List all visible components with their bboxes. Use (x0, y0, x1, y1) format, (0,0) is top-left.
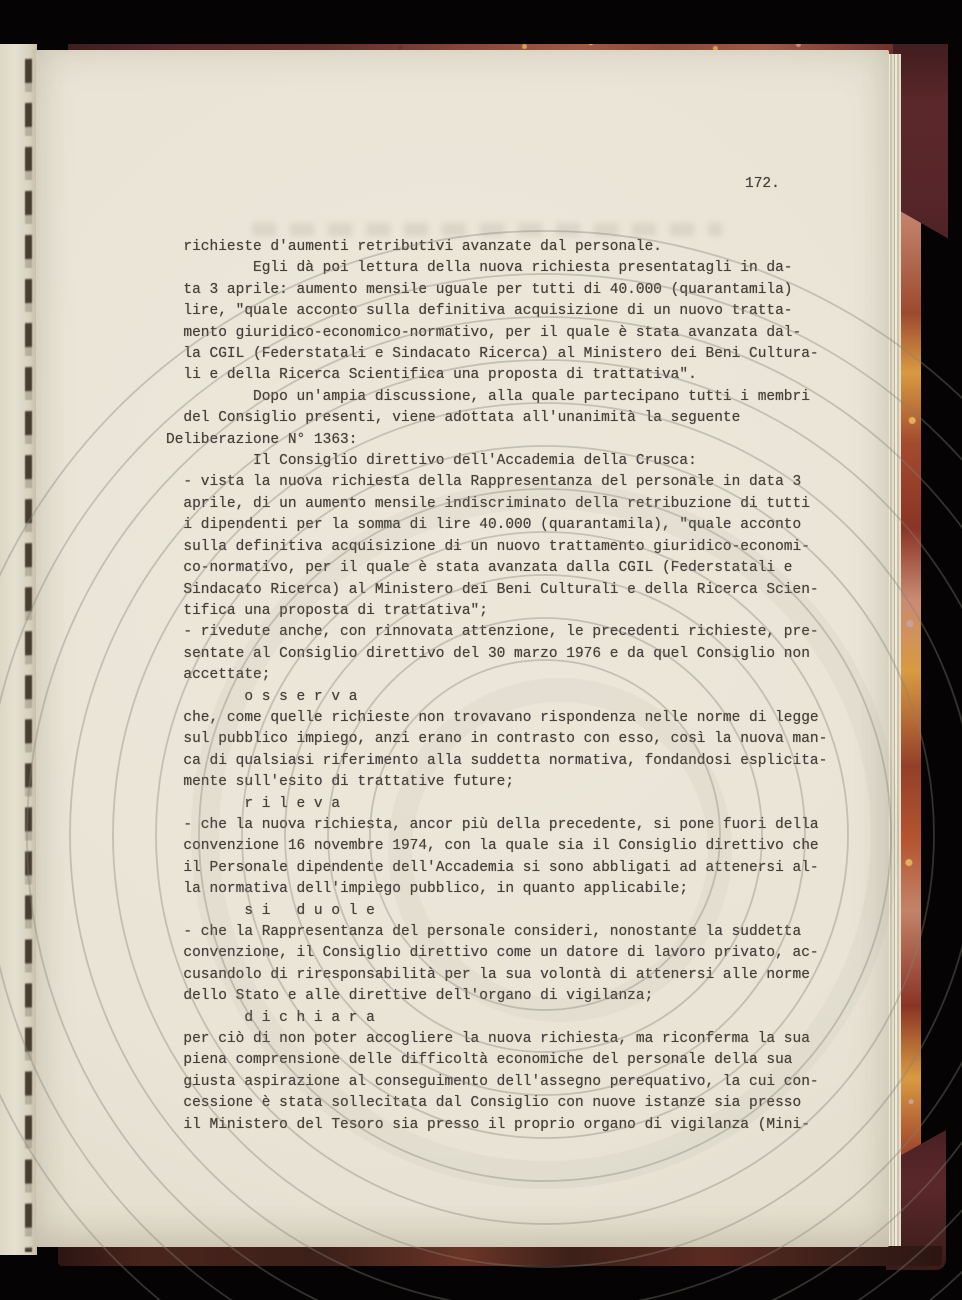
typescript-line: co-normativo, per il quale è stata avanzata dalla CGIL (Federstatali e (166, 560, 793, 577)
typescript-line: per ciò di non poter accogliere la nuova richiesta, ma riconferma la sua (166, 1031, 810, 1048)
typescript-line: del Consiglio presenti, viene adottata all'unanimità la seguente (166, 410, 741, 427)
typescript-line: Egli dà poi lettura della nuova richiesta presentatagli in da- (166, 260, 793, 277)
typescript-line: Il Consiglio direttivo dell'Accademia della Crusca: (166, 453, 697, 470)
typescript-line: r i l e v a (166, 795, 341, 812)
typescript-line: convenzione 16 novembre 1974, con la quale sia il Consiglio direttivo che (166, 838, 819, 855)
typescript-line: mento giuridico-economico-normativo, per il quale è stata avanzata dal- (166, 324, 802, 341)
page-stack-edge (888, 54, 901, 1246)
typescript-line: d i c h i a r a (166, 1009, 375, 1026)
typescript-line: - che la Rappresentanza del personale consideri, nonostante la suddetta (166, 924, 802, 940)
typescript-line: il Ministero del Tesoro sia presso il proprio organo di vigilanza (Mini- (166, 1116, 810, 1133)
typescript-line: che, come quelle richieste non trovavano rispondenza nelle norme di legge (166, 709, 819, 726)
typescript-line: ta 3 aprile: aumento mensile uguale per tutti di 40.000 (quarantamila) (166, 281, 793, 298)
typescript-line: mente sull'esito di trattative future; (166, 774, 515, 791)
typescript-line: la normativa dell'impiego pubblico, in quanto applicabile; (166, 881, 689, 898)
typescript-text (166, 237, 827, 1136)
book-bottom-board-edge (58, 1246, 942, 1266)
ghost-text-artifact (252, 223, 722, 236)
typescript-line: lire, "quale acconto sulla definitiva acquisizione di un nuovo tratta- (166, 303, 793, 320)
typescript-line: accettate; (166, 667, 271, 684)
page-number: 172. (745, 176, 780, 192)
typescript-line: sentate al Consiglio direttivo del 30 marzo 1976 e da quel Consiglio non (166, 645, 810, 662)
typescript-line: cessione è stata sollecitata dal Consiglio con nuove istanze sia presso (166, 1095, 802, 1112)
typescript-line: aprile, di un aumento mensile indiscriminato della retribuzione di tutti (166, 495, 810, 512)
typescript-line: dello Stato e alle direttive dell'organo di vigilanza; (166, 988, 654, 1005)
typescript-line: convenzione, il Consiglio direttivo come un datore di lavoro privato, ac- (166, 945, 819, 962)
typescript-line: - che la nuova richiesta, ancor più della precedente, si pone fuori della (166, 816, 819, 833)
book-marbled-board-edge (899, 50, 921, 1245)
typescript-line: Deliberazione N° 1363: (166, 431, 358, 448)
background-top (0, 0, 962, 44)
typescript-line: s i d u o l e (166, 902, 375, 919)
typescript-line: - rivedute anche, con rinnovata attenzione, le precedenti richieste, pre- (166, 624, 819, 641)
typescript-line: li e della Ricerca Scientifica una proposta di trattativa". (166, 367, 697, 384)
typescript-line: richieste d'aumenti retributivi avanzate dal personale. (166, 239, 662, 255)
typescript-line: Dopo un'ampia discussione, alla quale partecipano tutti i membri (166, 388, 810, 405)
typescript-line: la CGIL (Federstatali e Sindacato Ricerca) al Ministero dei Beni Cultura- (166, 346, 819, 363)
typescript-line: piena comprensione delle difficoltà economiche del personale della sua (166, 1052, 793, 1069)
typescript-line: il Personale dipendente dell'Accademia si sono abbligati ad attenersi al- (166, 859, 819, 876)
binding-gutter-seam (25, 48, 32, 1252)
typescript-line: tifica una proposta di trattativa"; (166, 602, 488, 619)
typescript-line: Sindacato Ricerca) al Ministero dei Beni Culturali e della Ricerca Scien- (166, 581, 819, 598)
typescript-line: ca di qualsiasi riferimento alla suddetta normativa, fondandosi esplicita- (166, 752, 828, 769)
typescript-line: o s s e r v a (166, 688, 358, 705)
typescript-line: giusta aspirazione al conseguimento dell'assegno perequativo, la cui con- (166, 1073, 819, 1090)
typescript-line: - vista la nuova richiesta della Rappresentanza del personale in data 3 (166, 474, 802, 491)
typescript-line: i dipendenti per la somma di lire 40.000 (quarantamila), "quale acconto (166, 517, 802, 534)
typescript-line: sul pubblico impiego, anzi erano in contrasto con esso, così la nuova man- (166, 731, 828, 748)
typescript-line: cusandolo di riresponsabilità per la sua volontà di attenersi alle norme (166, 966, 810, 983)
typescript-line: sulla definitiva acquisizione di un nuovo trattamento giuridico-economi- (166, 538, 810, 555)
